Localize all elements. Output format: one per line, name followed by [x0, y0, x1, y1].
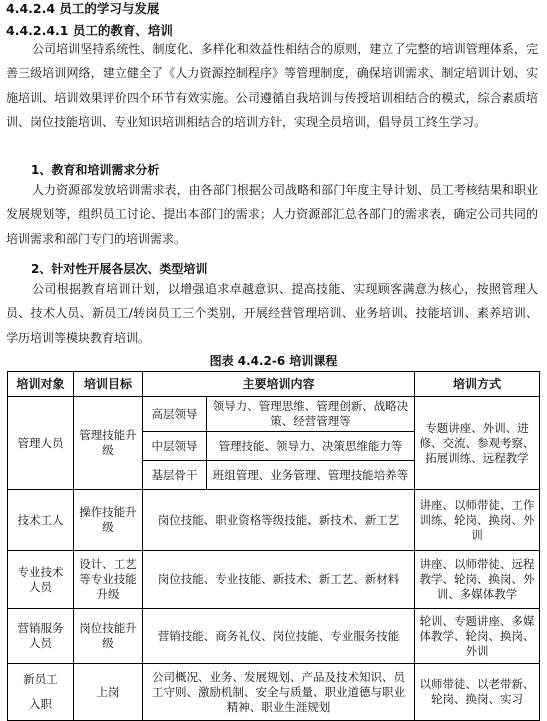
header-content: 主要培训内容: [143, 372, 415, 397]
point-1-text: 人力资源部发放培训需求表，由各部门根据公司战略和部门年度主导计划、员工考核结果和职业发展规划等，组织员工讨论、提出本部门的需求；人力资源部汇总各部门的需求表，确定公司共同的培训需求和部门专门的培训需求。: [6, 183, 538, 246]
table-row: [8, 490, 540, 551]
method-cell: 讲座、以师带徒、工作训练、轮岗、换岗、外训: [415, 490, 540, 551]
content-cell: 班组管理、业务管理、管理技能培养等: [207, 461, 415, 490]
content-cell: 领导力、管理思维、管理创新、战略决策、经营管理等: [207, 397, 415, 432]
content-cell: 营销技能、商务礼仪、岗位技能、专业服务技能: [143, 609, 415, 664]
table-row: [8, 664, 540, 721]
level-cell: 中层领导: [143, 432, 207, 461]
target-cell: [8, 664, 74, 721]
table-row: [8, 609, 540, 664]
header-method: 培训方式: [415, 372, 540, 397]
header-goal: 培训目标: [74, 372, 143, 397]
goal-cell: 上岗: [74, 664, 143, 721]
level-cell: 基层骨干: [143, 461, 207, 490]
level-cell: 高层领导: [143, 397, 207, 432]
table-row: [8, 397, 540, 432]
method-cell: 讲座、以师带徒、远程教学、轮岗、换岗、外训、多媒体教学: [415, 551, 540, 609]
target-cell: 管理人员: [8, 397, 74, 490]
content-cell: 公司概况、业务、发展规划、产品及技术知识、员工守则、激励机制、安全与质量、职业道德与职业精神、职业生涯规划: [143, 664, 415, 721]
method-cell: 以师带徒、以老带新、轮岗、换岗、实习: [415, 664, 540, 721]
section-heading: 4.4.2.4 员工的学习与发展: [6, 1, 160, 16]
target-cell: 营销服务人员: [8, 609, 74, 664]
intro-paragraph: 公司培训坚持系统性、制度化、多样化和效益性相结合的原则，建立了完整的培训管理体系，完善三级培训网络，建立健全了《人力资源控制程序》等管理制度，确保培训需求、制定培训计划、实施培训、培训效果评价四个环节有效实施。公司遵循自我培训与传授培训相结合的模式，综合素质培训、岗位技能培训、专业知识培训相结合的培训方针，实现全员培训，倡导员工终生学习。: [6, 42, 538, 130]
goal-cell: 操作技能升级: [74, 490, 143, 551]
table-caption: 图表 4.4.2-6 培训课程: [209, 354, 338, 368]
content-cell: 管理技能、领导力、决策思维能力等: [207, 432, 415, 461]
point-2-title: 2、针对性开展各层次、类型培训: [31, 262, 208, 276]
table-row: [8, 551, 540, 609]
goal-cell: 岗位技能升级: [74, 609, 143, 664]
header-target: 培训对象: [8, 372, 74, 397]
method-cell: 专题讲座、外训、进修、交流、参观考察、拓展训练、远程教学: [415, 397, 540, 490]
point-2-text: 公司根据教育培训计划，以增强追求卓越意识、提高技能、实现顾客满意为核心，按照管理人员、技术人员、新员工/转岗员工三个类别，开展经营管理培训、业务培训、技能培训、素养培训、学历培训等模块教育培训。: [6, 282, 538, 345]
content-cell: 岗位技能、职业资格等级技能、新技术、新工艺: [143, 490, 415, 551]
goal-cell: 设计、工艺等专业技能升级: [74, 551, 143, 609]
goal-cell: 管理技能升级: [74, 397, 143, 490]
target-cell: 技术工人: [8, 490, 74, 551]
content-cell: 岗位技能、专业技能、新技术、新工艺、新材料: [143, 551, 415, 609]
method-cell: 轮训、专题讲座、多媒体教学、轮岗、换岗、外训: [415, 609, 540, 664]
target-onboarding: 入职: [29, 697, 52, 711]
point-1-title: 1、教育和培训需求分析: [31, 163, 160, 177]
table-header-row: [8, 372, 540, 397]
section-subheading: 4.4.2.4.1 员工的教育、培训: [6, 23, 173, 38]
target-cell: 专业技术人员: [8, 551, 74, 609]
training-courses-table: [7, 371, 540, 721]
target-new-staff: 新员工: [23, 672, 58, 686]
